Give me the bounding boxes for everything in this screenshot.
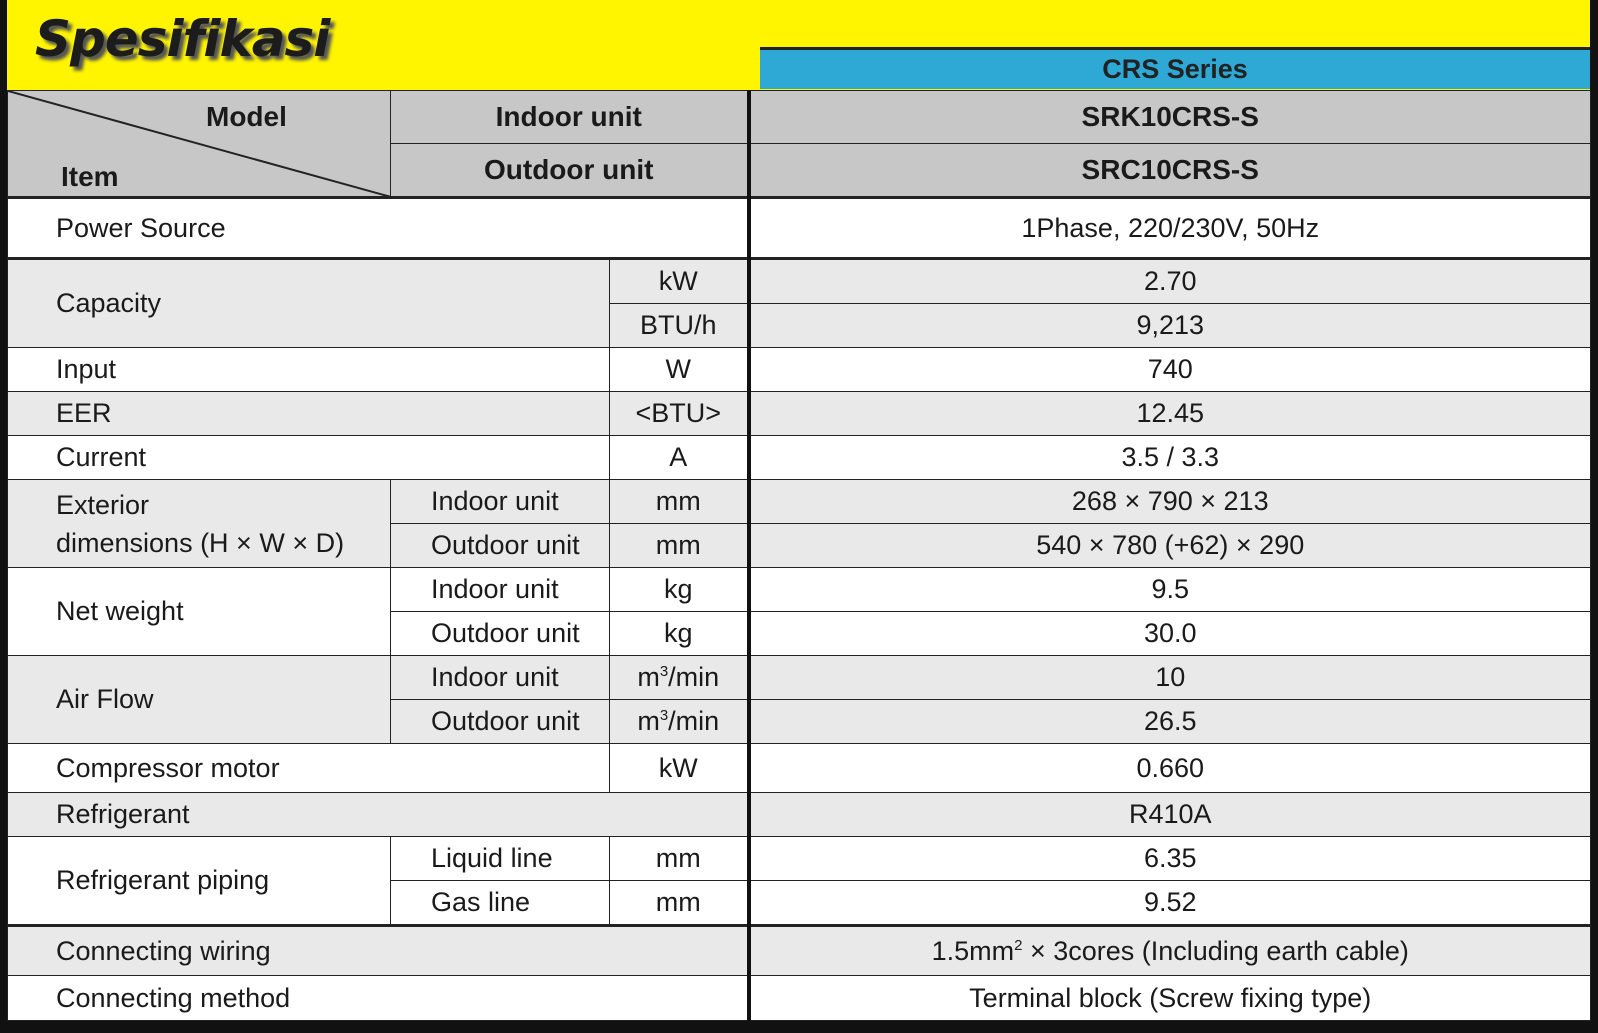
- power-source-row: [8, 198, 1591, 259]
- exterior-outdoor-label: Outdoor unit: [391, 524, 610, 568]
- wiring-value-post: × 3cores (Including earth cable): [1022, 935, 1409, 966]
- piping-row-liquid: [8, 837, 1591, 881]
- capacity-unit-kw: kW: [610, 259, 749, 304]
- method-label: Connecting method: [8, 976, 749, 1021]
- exterior-label-line2: dimensions (H × W × D): [56, 527, 345, 558]
- exterior-indoor-value: 268 × 790 × 213: [749, 480, 1591, 524]
- wiring-value-pre: 1.5mm: [931, 935, 1015, 966]
- wiring-label: Connecting wiring: [8, 926, 749, 976]
- air-flow-outdoor-value: 26.5: [749, 700, 1591, 744]
- capacity-value-btu: 9,213: [749, 304, 1591, 348]
- exterior-row-indoor: [8, 480, 1591, 524]
- unit-exponent: 3: [659, 707, 669, 724]
- piping-liquid-label: Liquid line: [391, 837, 610, 881]
- exterior-outdoor-value: 540 × 780 (+62) × 290: [749, 524, 1591, 568]
- net-weight-outdoor-value: 30.0: [749, 612, 1591, 656]
- series-label: CRS Series: [760, 50, 1590, 89]
- piping-liquid-value: 6.35: [749, 837, 1591, 881]
- compressor-value: 0.660: [749, 744, 1591, 793]
- air-flow-row-indoor: [8, 656, 1591, 700]
- compressor-row: [8, 744, 1591, 793]
- piping-gas-unit: mm: [610, 881, 749, 926]
- indoor-model-row: [8, 91, 1591, 144]
- capacity-value-kw: 2.70: [749, 259, 1591, 304]
- outdoor-model-value: SRC10CRS-S: [749, 144, 1591, 198]
- net-weight-outdoor-label: Outdoor unit: [391, 612, 610, 656]
- refrigerant-label: Refrigerant: [8, 793, 749, 837]
- net-weight-indoor-unit: kg: [610, 568, 749, 612]
- unit-base: m: [637, 662, 660, 692]
- unit-base: m: [637, 706, 660, 736]
- page-title: Spesifikasi: [35, 10, 330, 68]
- piping-gas-label: Gas line: [391, 881, 610, 926]
- input-unit: W: [610, 348, 749, 392]
- current-label: Current: [8, 436, 610, 480]
- item-label: Item: [61, 161, 119, 192]
- eer-label: EER: [8, 392, 610, 436]
- capacity-label: Capacity: [8, 259, 610, 348]
- piping-gas-value: 9.52: [749, 881, 1591, 926]
- net-weight-indoor-label: Indoor unit: [391, 568, 610, 612]
- net-weight-label: Net weight: [8, 568, 391, 656]
- wiring-value: [749, 926, 1591, 976]
- piping-liquid-unit: mm: [610, 837, 749, 881]
- capacity-unit-btu: BTU/h: [610, 304, 749, 348]
- eer-row: [8, 392, 1591, 436]
- exterior-label: [8, 480, 391, 568]
- unit-tail: /min: [668, 706, 720, 736]
- outdoor-unit-header: Outdoor unit: [391, 144, 749, 198]
- air-flow-outdoor-unit: [610, 700, 749, 744]
- capacity-row-kw: [8, 259, 1591, 304]
- air-flow-indoor-unit: [610, 656, 749, 700]
- exterior-label-line1: Exterior: [56, 489, 150, 520]
- method-row: [8, 976, 1591, 1021]
- power-source-label: Power Source: [8, 198, 749, 259]
- spec-table: [7, 90, 1591, 1021]
- unit-tail: /min: [668, 662, 720, 692]
- air-flow-outdoor-label: Outdoor unit: [391, 700, 610, 744]
- eer-value: 12.45: [749, 392, 1591, 436]
- current-row: [8, 436, 1591, 480]
- model-item-corner: [8, 91, 391, 198]
- piping-label: Refrigerant piping: [8, 837, 391, 926]
- input-row: [8, 348, 1591, 392]
- refrigerant-value: R410A: [749, 793, 1591, 837]
- exterior-outdoor-unit: mm: [610, 524, 749, 568]
- method-value: Terminal block (Screw fixing type): [749, 976, 1591, 1021]
- compressor-label: Compressor motor: [8, 744, 610, 793]
- net-weight-indoor-value: 9.5: [749, 568, 1591, 612]
- unit-exponent: 3: [659, 663, 669, 680]
- current-unit: A: [610, 436, 749, 480]
- air-flow-indoor-value: 10: [749, 656, 1591, 700]
- indoor-unit-header: Indoor unit: [391, 91, 749, 144]
- input-value: 740: [749, 348, 1591, 392]
- exterior-indoor-label: Indoor unit: [391, 480, 610, 524]
- eer-unit: <BTU>: [610, 392, 749, 436]
- indoor-model-value: SRK10CRS-S: [749, 91, 1591, 144]
- refrigerant-row: [8, 793, 1591, 837]
- exterior-indoor-unit: mm: [610, 480, 749, 524]
- air-flow-indoor-label: Indoor unit: [391, 656, 610, 700]
- power-source-value: 1Phase, 220/230V, 50Hz: [749, 198, 1591, 259]
- spec-sheet: [7, 0, 1590, 1020]
- model-label: Model: [206, 101, 287, 132]
- wiring-value-exponent: 2: [1014, 936, 1023, 954]
- net-weight-outdoor-unit: kg: [610, 612, 749, 656]
- input-label: Input: [8, 348, 610, 392]
- compressor-unit: kW: [610, 744, 749, 793]
- current-value: 3.5 / 3.3: [749, 436, 1591, 480]
- air-flow-label: Air Flow: [8, 656, 391, 744]
- wiring-row: [8, 926, 1591, 976]
- net-weight-row-indoor: [8, 568, 1591, 612]
